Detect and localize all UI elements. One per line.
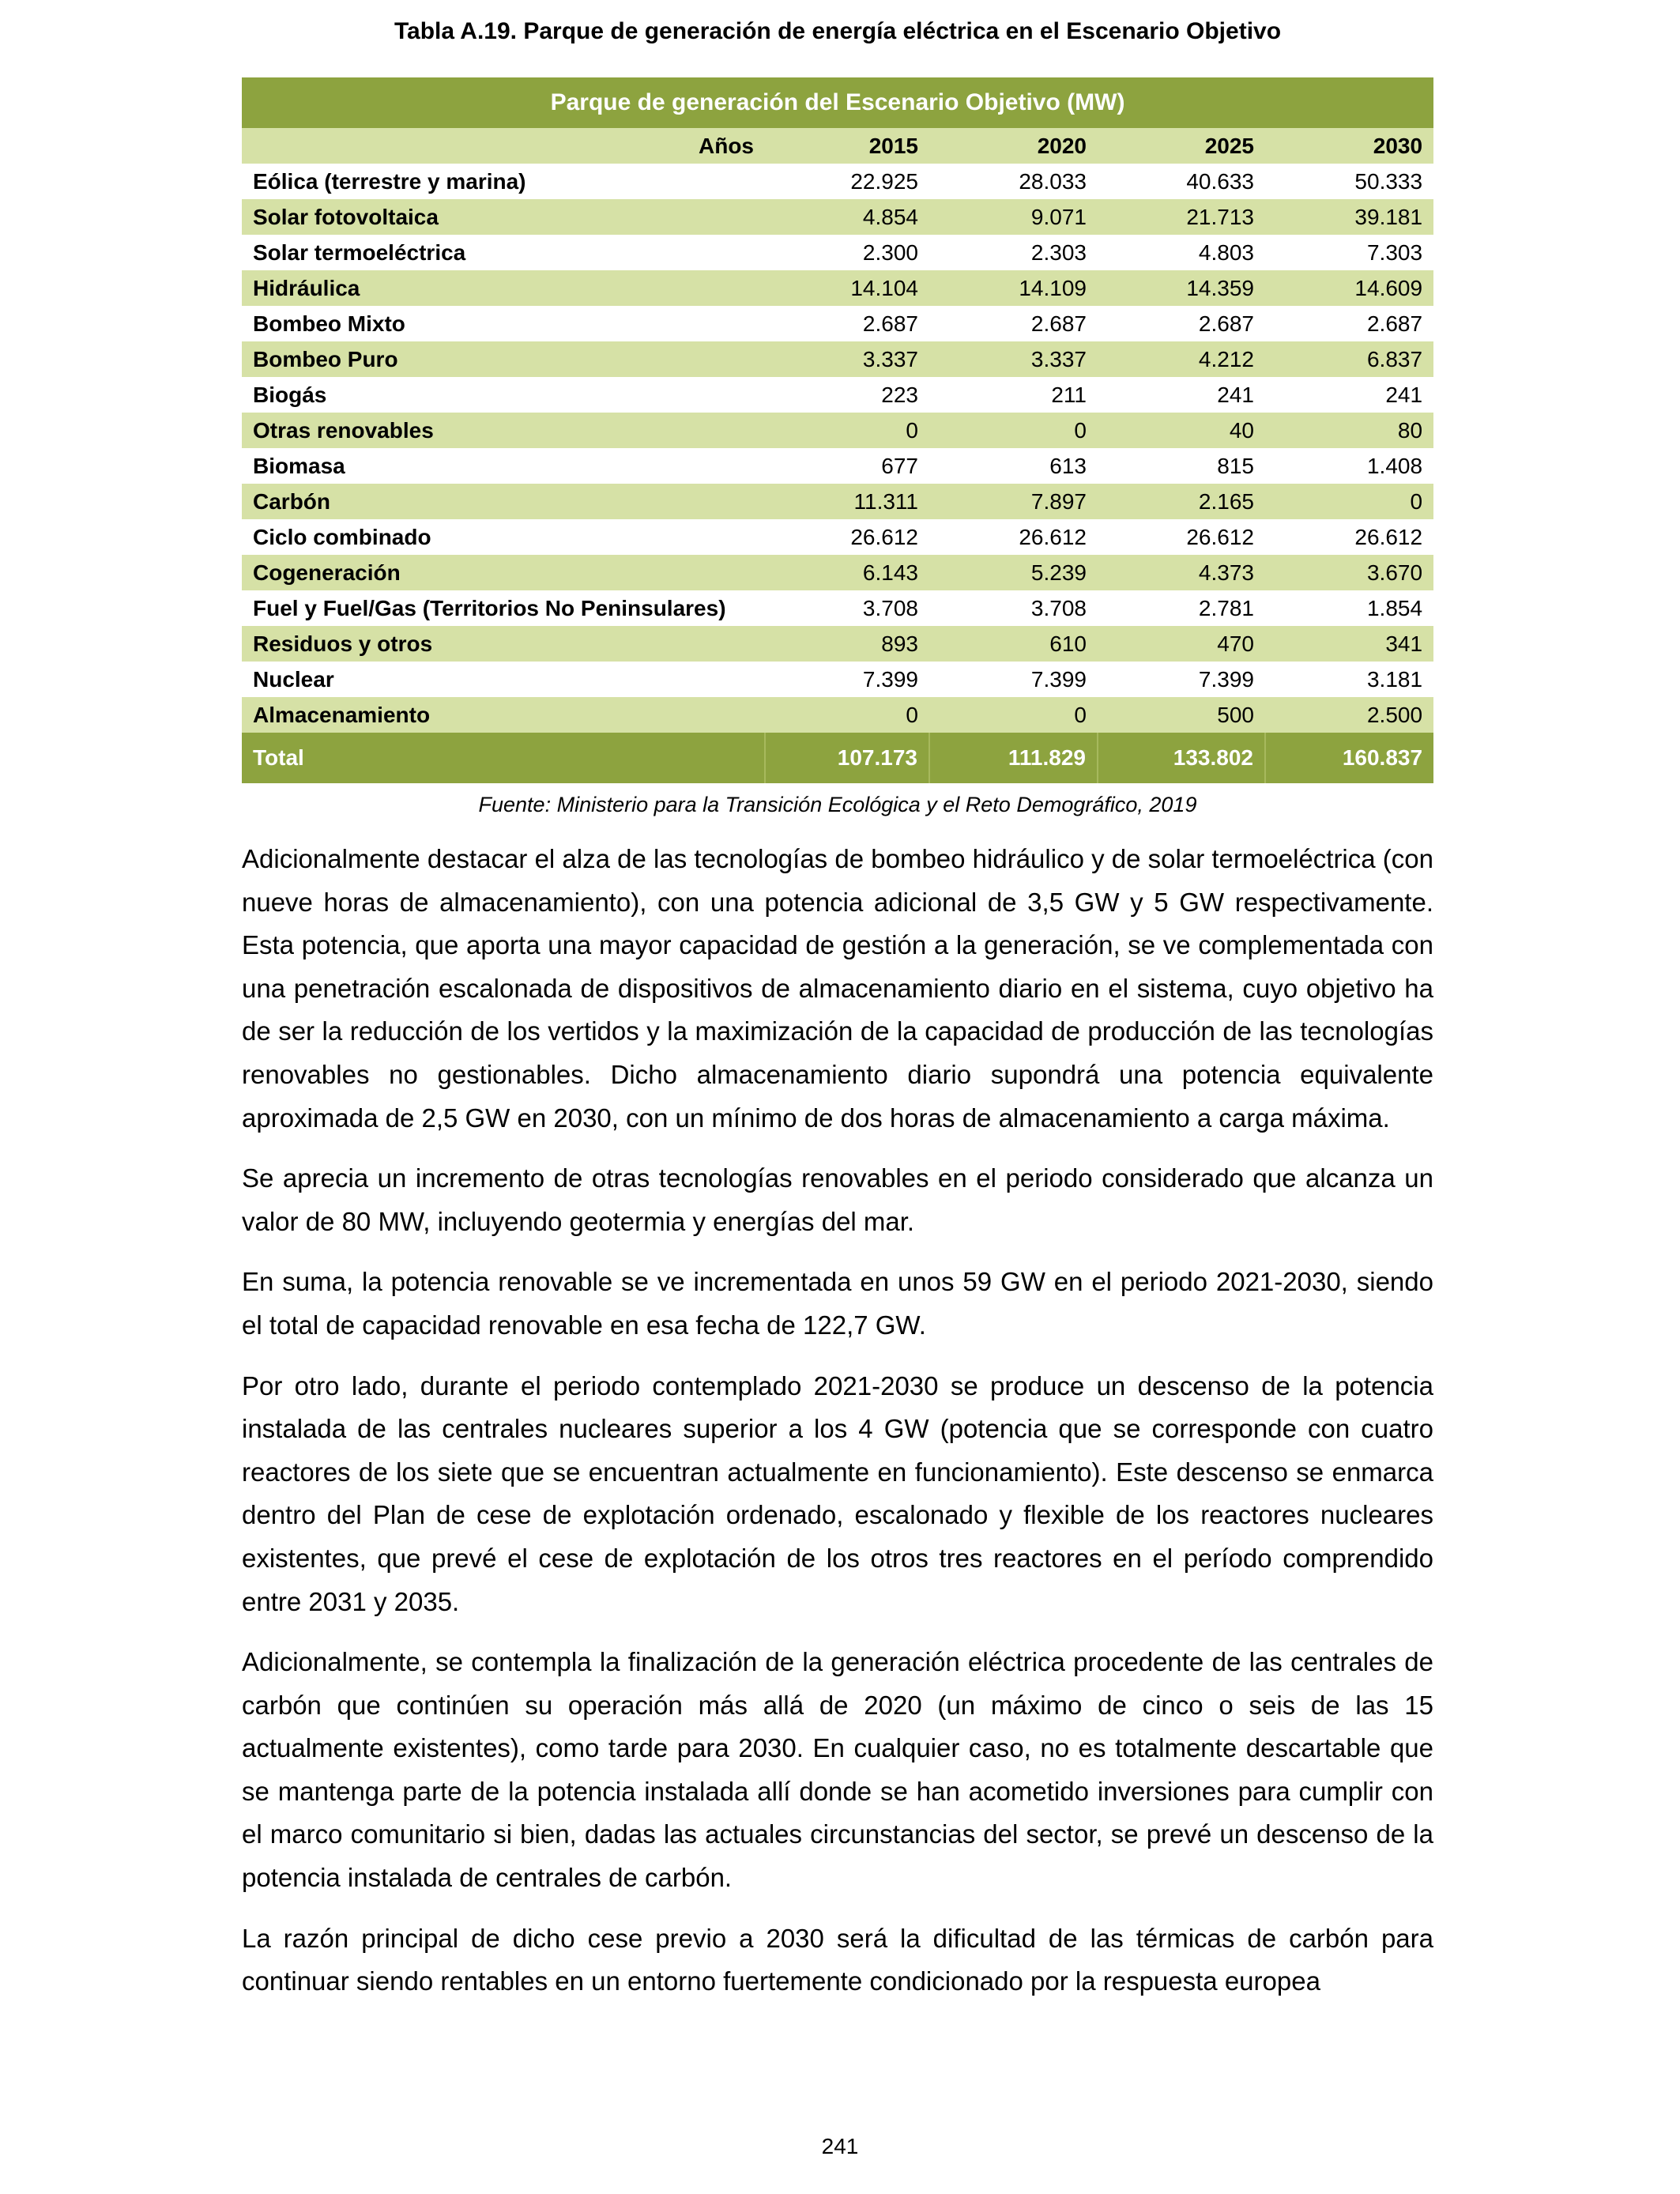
row-label: Solar termoeléctrica	[253, 240, 466, 265]
years-header-row	[242, 128, 1433, 164]
cell-value: 2.687	[1366, 311, 1423, 336]
cell-value: 613	[1049, 454, 1087, 478]
cell-value: 6.837	[1265, 341, 1433, 377]
cell-value: 500	[1098, 697, 1265, 733]
body-text	[242, 838, 1433, 2021]
table-row	[242, 341, 1433, 377]
cell-value: 2.300	[862, 240, 918, 265]
cell-value: 223	[881, 383, 918, 407]
table-row	[242, 697, 1433, 733]
cell-value: 4.854	[765, 199, 929, 235]
table-row	[242, 590, 1433, 626]
cell-value: 7.303	[1366, 240, 1423, 265]
page-number: 241	[821, 2134, 859, 2158]
cell-value: 11.311	[765, 484, 929, 519]
cell-value: 39.181	[1265, 199, 1433, 235]
table-row	[242, 164, 1433, 199]
cell-value: 7.399	[1198, 667, 1254, 692]
cell-value: 26.612	[1019, 525, 1087, 549]
year-header: 2020	[929, 128, 1098, 164]
row-label: Residuos y otros	[242, 626, 765, 662]
cell-value: 3.181	[1366, 667, 1423, 692]
cell-value: 28.033	[1019, 169, 1087, 194]
cell-value: 1.408	[1366, 454, 1423, 478]
paragraph: Adicionalmente, se contempla la finalización de la generación eléctrica procedente de las centrales de carbón que continúen su operación más allá de 2020 (un máximo de cinco o seis de las 15 actualmente existentes), como tarde para 2030. En cualquier caso, no es totalmente descartable que se mantenga parte de la potencia instalada allí donde se han acometido inversiones para cumplir con el marco comunitario si bien, dadas las actuales circunstancias del sector, se prevé un descenso de la potencia instalada de centrales de carbón.	[242, 1647, 1433, 1893]
cell-value: 7.399	[1030, 667, 1087, 692]
cell-value: 26.612	[850, 525, 918, 549]
table-row	[242, 448, 1433, 484]
cell-value: 2.500	[1265, 697, 1433, 733]
table-row	[242, 306, 1433, 341]
years-label: Años	[242, 128, 765, 164]
total-value: 111.829	[929, 733, 1098, 783]
cell-value: 4.212	[1098, 341, 1265, 377]
cell-value: 5.239	[929, 555, 1098, 590]
row-label: Bombeo Mixto	[253, 311, 405, 336]
row-label: Otras renovables	[242, 413, 765, 448]
paragraph: La razón principal de dicho cese previo a 2030 será la dificultad de las térmicas de carbón para continuar siendo rentables en un entorno fuertemente condicionado por la respuesta europea	[242, 1923, 1433, 1996]
row-label: Bombeo Puro	[242, 341, 765, 377]
cell-value: 9.071	[929, 199, 1098, 235]
cell-value: 470	[1098, 626, 1265, 662]
cell-value: 677	[881, 454, 918, 478]
cell-value: 241	[1385, 383, 1423, 407]
total-row	[242, 733, 1433, 783]
total-value: 133.802	[1098, 733, 1265, 783]
total-value: 107.173	[765, 733, 929, 783]
cell-value: 2.781	[1198, 596, 1254, 620]
cell-value: 0	[929, 413, 1098, 448]
table-caption: Tabla A.19. Parque de generación de energía eléctrica en el Escenario Objetivo	[394, 18, 1282, 44]
row-label: Biomasa	[253, 454, 345, 478]
cell-value: 40	[1098, 413, 1265, 448]
paragraph: Se aprecia un incremento de otras tecnologías renovables en el periodo considerado que alcanza un valor de 80 MW, incluyendo geotermia y energías del mar.	[242, 1163, 1433, 1236]
row-label: Carbón	[242, 484, 765, 519]
table-row	[242, 413, 1433, 448]
cell-value: 7.399	[862, 667, 918, 692]
table-row	[242, 626, 1433, 662]
cell-value: 6.143	[765, 555, 929, 590]
table-row	[242, 555, 1433, 590]
cell-value: 3.337	[765, 341, 929, 377]
row-label: Cogeneración	[242, 555, 765, 590]
table-row	[242, 377, 1433, 413]
cell-value: 3.670	[1265, 555, 1433, 590]
cell-value: 2.303	[1030, 240, 1087, 265]
year-header: 2030	[1265, 128, 1433, 164]
row-label: Fuel y Fuel/Gas (Territorios No Peninsulares)	[253, 596, 726, 620]
cell-value: 7.897	[929, 484, 1098, 519]
cell-value: 4.803	[1198, 240, 1254, 265]
cell-value: 4.373	[1098, 555, 1265, 590]
total-value: 160.837	[1265, 733, 1433, 783]
cell-value: 14.359	[1098, 270, 1265, 306]
table-row	[242, 199, 1433, 235]
cell-value: 2.687	[862, 311, 918, 336]
cell-value: 21.713	[1098, 199, 1265, 235]
cell-value: 241	[1217, 383, 1254, 407]
table-row	[242, 235, 1433, 270]
cell-value: 40.633	[1186, 169, 1254, 194]
row-label: Hidráulica	[242, 270, 765, 306]
cell-value: 211	[1051, 383, 1087, 407]
generation-table	[242, 77, 1433, 783]
table-row	[242, 484, 1433, 519]
cell-value: 14.109	[929, 270, 1098, 306]
table-source: Fuente: Ministerio para la Transición Ecológica y el Reto Demográfico, 2019	[478, 793, 1197, 816]
cell-value: 893	[765, 626, 929, 662]
cell-value: 0	[1265, 484, 1433, 519]
row-label: Biogás	[253, 383, 327, 407]
cell-value: 610	[929, 626, 1098, 662]
cell-value: 815	[1217, 454, 1254, 478]
cell-value: 80	[1265, 413, 1433, 448]
cell-value: 22.925	[850, 169, 918, 194]
paragraph: Por otro lado, durante el periodo contemplado 2021-2030 se produce un descenso de la potencia instalada de las centrales nucleares superior a los 4 GW (potencia que se corresponde con cuatro reactores de los siete que se encuentran actualmente en funcionamiento). Este descenso se enmarca dentro del Plan de cese de explotación ordenado, escalonado y flexible de los reactores nucleares existentes, que prevé el cese de explotación de los otros tres reactores en el período comprendido entre 2031 y 2035.	[242, 1370, 1433, 1616]
row-label: Eólica (terrestre y marina)	[253, 169, 526, 194]
table-row	[242, 519, 1433, 555]
year-header: 2025	[1098, 128, 1265, 164]
cell-value: 0	[929, 697, 1098, 733]
table-title: Parque de generación del Escenario Objetivo (MW)	[242, 77, 1433, 128]
row-label: Solar fotovoltaica	[242, 199, 765, 235]
table-row	[242, 662, 1433, 697]
paragraph: Adicionalmente destacar el alza de las tecnologías de bombeo hidráulico y de solar termoeléctrica (con nueve horas de almacenamiento), con una potencia adicional de 3,5 GW y 5 GW respectivamente. Esta potencia, que aporta una mayor capacidad de gestión a la generación, se ve complementada con una penetración escalonada de dispositivos de almacenamiento diario en el sistema, cuyo objetivo ha de ser la reducción de los vertidos y la maximización de la capacidad de producción de las tecnologías renovables no gestionables. Dicho almacenamiento diario supondrá una potencia equivalente aproximada de 2,5 GW en 2030, con un mínimo de dos horas de almacenamiento a carga máxima.	[242, 844, 1433, 1133]
cell-value: 0	[765, 697, 929, 733]
cell-value: 341	[1265, 626, 1433, 662]
cell-value: 3.337	[929, 341, 1098, 377]
year-header: 2015	[765, 128, 929, 164]
cell-value: 14.104	[765, 270, 929, 306]
cell-value: 0	[765, 413, 929, 448]
total-label: Total	[242, 733, 765, 783]
table-row	[242, 270, 1433, 306]
cell-value: 14.609	[1265, 270, 1433, 306]
cell-value: 3.708	[862, 596, 918, 620]
cell-value: 50.333	[1354, 169, 1423, 194]
cell-value: 26.612	[1186, 525, 1254, 549]
paragraph: En suma, la potencia renovable se ve incrementada en unos 59 GW en el periodo 2021-2030, siendo el total de capacidad renovable en esa fecha de 122,7 GW.	[242, 1267, 1433, 1340]
cell-value: 26.612	[1354, 525, 1423, 549]
row-label: Nuclear	[253, 667, 334, 692]
cell-value: 2.687	[1030, 311, 1087, 336]
cell-value: 3.708	[1030, 596, 1087, 620]
row-label: Ciclo combinado	[253, 525, 431, 549]
cell-value: 2.165	[1098, 484, 1265, 519]
cell-value: 2.687	[1198, 311, 1254, 336]
row-label: Almacenamiento	[242, 697, 765, 733]
cell-value: 1.854	[1366, 596, 1423, 620]
